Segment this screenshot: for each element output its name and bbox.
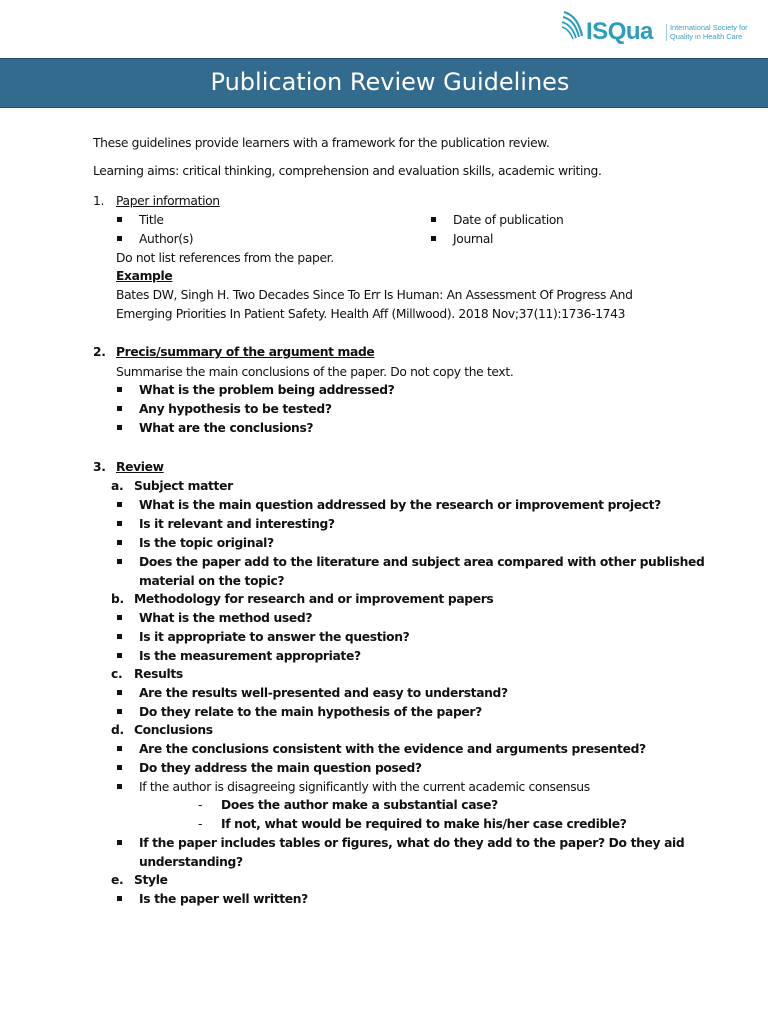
list-item: Is it appropriate to answer the question? <box>139 630 410 644</box>
bullet-marker <box>117 236 122 241</box>
list-item: If the author is disagreeing significantly with the current academic consensus <box>139 780 590 794</box>
list-item: Do they relate to the main hypothesis of the paper? <box>139 705 482 719</box>
learning-aims: Learning aims: critical thinking, comprehension and evaluation skills, academic writing. <box>93 164 602 178</box>
section1-heading: Paper information <box>116 194 220 208</box>
example-label: Example <box>116 269 173 283</box>
list-item: Author(s) <box>139 232 194 246</box>
subsection-a-label: Subject matter <box>134 479 233 493</box>
bullet-marker <box>117 765 122 770</box>
sub-list-item: If not, what would be required to make his/her case credible? <box>221 817 627 831</box>
list-item: If the paper includes tables or figures, what do they add to the paper? Do they aid <box>139 836 685 850</box>
list-item: What are the conclusions? <box>139 421 314 435</box>
bullet-marker <box>117 746 122 751</box>
subsection-letter: d. <box>111 723 124 737</box>
bullet-marker <box>117 540 122 545</box>
list-item: Date of publication <box>453 213 564 227</box>
sub-list-item: Does the author make a substantial case? <box>221 798 498 812</box>
title-banner <box>0 58 768 108</box>
bullet-marker <box>117 690 122 695</box>
bullet-marker <box>117 615 122 620</box>
isqua-wordmark: ISQua <box>586 18 653 45</box>
bullet-marker <box>117 559 122 564</box>
example-citation-line1: Bates DW, Singh H. Two Decades Since To Err Is Human: An Assessment Of Progress And <box>116 288 633 302</box>
dash-marker: - <box>198 798 203 812</box>
bullet-marker <box>431 217 436 222</box>
page-title: Publication Review Guidelines <box>210 68 570 96</box>
bullet-marker <box>117 896 122 901</box>
bullet-marker <box>117 784 122 789</box>
list-item: What is the method used? <box>139 611 313 625</box>
isqua-logo <box>560 6 760 48</box>
intro-text: These guidelines provide learners with a framework for the publication review. <box>93 136 550 150</box>
list-item: Are the results well-presented and easy to understand? <box>139 686 508 700</box>
isqua-tagline: International Society for Quality in Health Care <box>666 24 748 41</box>
list-item-continuation: material on the topic? <box>139 574 285 588</box>
subsection-letter: c. <box>111 667 123 681</box>
bullet-marker <box>117 217 122 222</box>
subsection-letter: a. <box>111 479 124 493</box>
bullet-marker <box>117 840 122 845</box>
list-item: Does the paper add to the literature and subject area compared with other published <box>139 555 705 569</box>
list-item: What is the main question addressed by the research or improvement project? <box>139 498 661 512</box>
section2-number: 2. <box>93 345 106 359</box>
bullet-marker <box>117 709 122 714</box>
subsection-letter: e. <box>111 873 124 887</box>
list-item: Title <box>139 213 164 227</box>
list-item: Is the paper well written? <box>139 892 308 906</box>
bullet-marker <box>117 634 122 639</box>
list-item-continuation: understanding? <box>139 855 243 869</box>
subsection-d-label: Conclusions <box>134 723 213 737</box>
bullet-marker <box>117 502 122 507</box>
section1-note: Do not list references from the paper. <box>116 251 334 265</box>
section2-intro: Summarise the main conclusions of the paper. Do not copy the text. <box>116 365 514 379</box>
list-item: Do they address the main question posed? <box>139 761 422 775</box>
subsection-b-label: Methodology for research and or improvement papers <box>134 592 494 606</box>
bullet-marker <box>117 521 122 526</box>
list-item: What is the problem being addressed? <box>139 383 395 397</box>
section1-number: 1. <box>93 194 105 208</box>
bullet-marker <box>117 406 122 411</box>
bullet-marker <box>117 387 122 392</box>
list-item: Are the conclusions consistent with the evidence and arguments presented? <box>139 742 646 756</box>
list-item: Is the topic original? <box>139 536 274 550</box>
dash-marker: - <box>198 817 203 831</box>
list-item: Journal <box>453 232 494 246</box>
subsection-c-label: Results <box>134 667 183 681</box>
bullet-marker <box>117 653 122 658</box>
example-citation-line2: Emerging Priorities In Patient Safety. Health Aff (Millwood). 2018 Nov;37(11):1736-1743 <box>116 307 626 321</box>
section2-heading: Precis/summary of the argument made <box>116 345 375 359</box>
bullet-marker <box>431 236 436 241</box>
list-item: Is the measurement appropriate? <box>139 649 361 663</box>
section3-number: 3. <box>93 460 106 474</box>
bullet-marker <box>117 425 122 430</box>
subsection-e-label: Style <box>134 873 168 887</box>
list-item: Any hypothesis to be tested? <box>139 402 332 416</box>
subsection-letter: b. <box>111 592 124 606</box>
list-item: Is it relevant and interesting? <box>139 517 335 531</box>
section3-heading: Review <box>116 460 164 474</box>
